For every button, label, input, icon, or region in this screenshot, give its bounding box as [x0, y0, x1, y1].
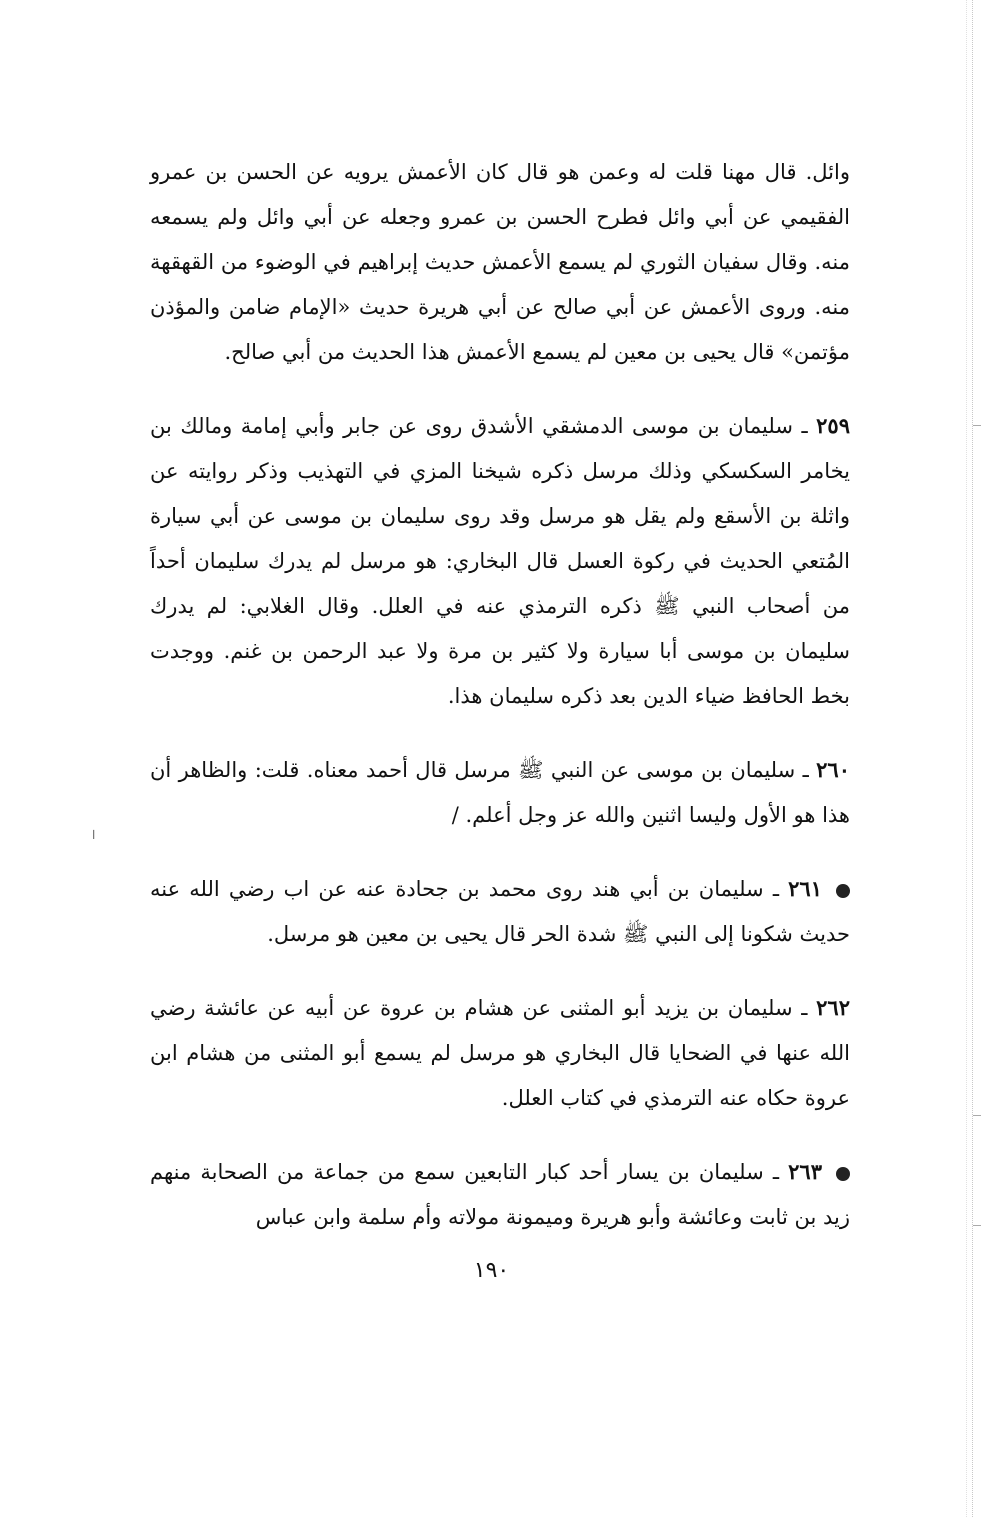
bullet-dot-icon — [836, 1167, 850, 1181]
margin-tick — [973, 1225, 981, 1226]
stray-margin-mark: ا — [92, 828, 96, 842]
paragraph-intro — [150, 150, 850, 375]
page-edge-dotted-line-inner — [966, 0, 967, 1517]
entry-number: ٢٥٩ — [816, 413, 850, 438]
entry-number: ٢٦١ — [788, 876, 822, 901]
page-number: ١٩٠ — [473, 1258, 510, 1283]
page-body — [150, 150, 850, 1268]
entry-260 — [150, 747, 850, 838]
entry-text: ـ سليمان بن يزيد أبو المثنى عن هشام بن عروة عن أبيه عن عائشة رضي الله عنها في الضحايا قال البخاري هو مرسل لم يسمع أبو المثنى من هشام ابن عروة حكاه عنه الترمذي في كتاب العلل. — [150, 996, 850, 1110]
margin-tick — [973, 1115, 981, 1116]
page-edge-dotted-line — [972, 0, 973, 1517]
entry-text: ـ سليمان بن أبي هند روى محمد بن جحادة عنه عن اب رضي الله عنه حديث شكونا إلى النبي ﷺ شدة الحر قال يحيى بن معين هو مرسل. — [150, 877, 850, 946]
entry-263 — [150, 1149, 850, 1240]
margin-tick — [973, 425, 981, 426]
entry-number: ٢٦٣ — [788, 1159, 822, 1184]
entry-number: ٢٦٠ — [816, 757, 850, 782]
paragraph-text: وائل. قال مهنا قلت له وعمن هو قال كان الأعمش يرويه عن الحسن بن عمرو الفقيمي عن أبي وائل فطرح الحسن بن عمرو وجعله عن أبي وائل ولم يسمعه منه. وقال سفيان الثوري لم يسمع الأعمش حديث إبراهيم في الوضوء من القهقهة منه. وروى الأعمش عن أبي صالح عن أبي هريرة حديث «الإمام ضامن والمؤذن مؤتمن» قال يحيى بن معين لم يسمع الأعمش هذا الحديث من أبي صالح. — [150, 160, 850, 364]
entry-text: ـ سليمان بن يسار أحد كبار التابعين سمع من جماعة من الصحابة منهم زيد بن ثابت وعائشة وأبو هريرة وميمونة مولاته وأم سلمة وابن عباس — [150, 1160, 850, 1229]
entry-text: ـ سليمان بن موسى الدمشقي الأشدق روى عن جابر وأبي إمامة ومالك بن يخامر السكسكي وذلك مرسل ذكره شيخنا المزي في التهذيب وذكر روايته عن واثلة بن الأسقع ولم يقل هو مرسل وقد روى سليمان بن موسى عن أبي سيارة المُتعي الحديث في ركوة العسل قال البخاري: هو مرسل لم يدرك سليمان أحداً من أصحاب النبي ﷺ ذكره الترمذي عنه في العلل. وقال الغلابي: لم يدرك سليمان بن موسى أبا سيارة ولا كثير بن مرة ولا عبد الرحمن بن غنم. ووجدت بخط الحافظ ضياء الدين بعد ذكره سليمان هذا. — [150, 414, 850, 708]
entry-text: ـ سليمان بن موسى عن النبي ﷺ مرسل قال أحمد معناه. قلت: والظاهر أن هذا هو الأول وليسا اثنين والله عز وجل أعلم. / — [150, 758, 850, 827]
entry-259 — [150, 403, 850, 719]
entry-number: ٢٦٢ — [816, 995, 850, 1020]
bullet-dot-icon — [836, 884, 850, 898]
entry-262 — [150, 985, 850, 1121]
entry-261 — [150, 866, 850, 957]
